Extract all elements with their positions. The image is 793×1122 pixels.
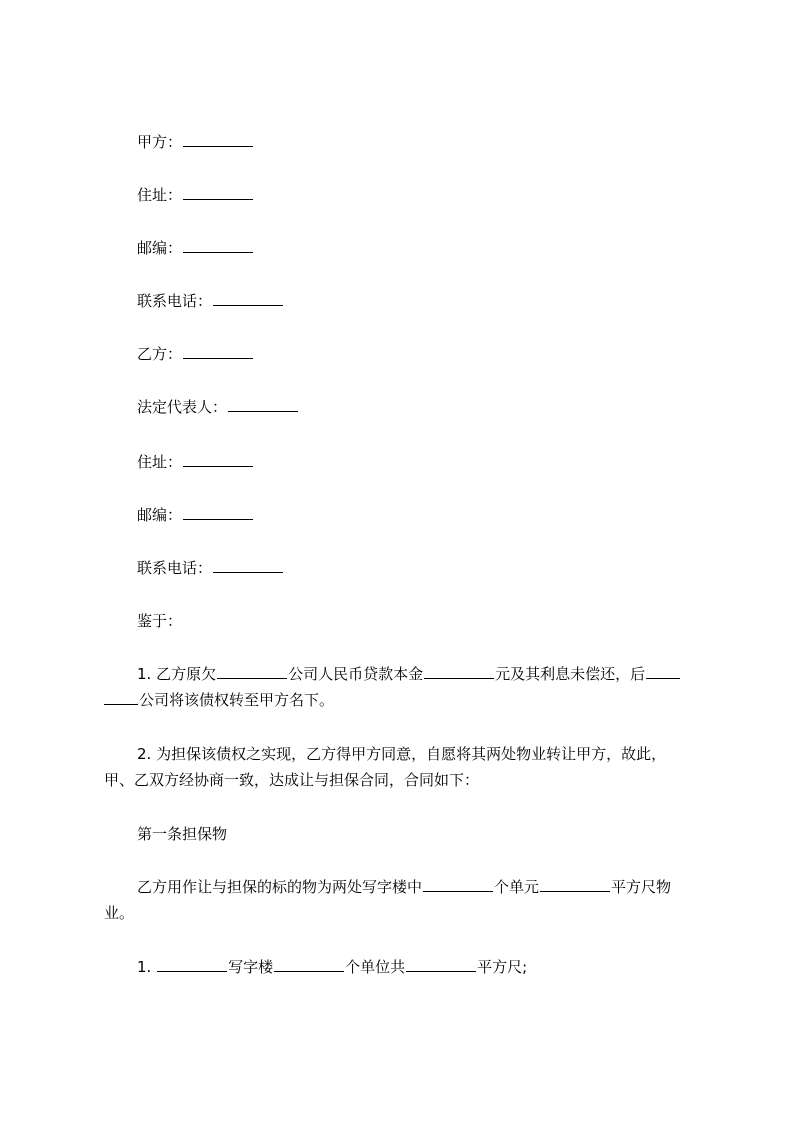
article-1-item-1-building-blank[interactable] [157,956,227,972]
article-1-item-1-text-c: 平方尺; [477,958,528,976]
recital-1-text-c: 元及其利息未偿还，后 [495,665,646,683]
party-b-legal-rep-blank[interactable] [228,396,298,412]
article-1-title: 第一条担保物 [137,825,228,843]
recital-1-transferor-blank-b[interactable] [104,689,138,705]
party-a-address-blank[interactable] [183,184,253,200]
party-a-address-label: 住址： [137,186,183,204]
party-a-phone-line [137,288,737,314]
article-1-text-c: 平方尺物 [611,878,672,896]
article-1-item-1-text-a: 写字楼 [228,958,274,976]
party-b-postcode-line [137,502,737,528]
party-a-phone-blank[interactable] [213,290,283,306]
article-1-item-1-number: 1. [137,958,157,976]
party-a-address-line [137,182,737,208]
article-1-text-d: 业。 [104,904,135,922]
article-1-item-1-units-blank[interactable] [274,956,344,972]
party-b-legal-rep-line [137,394,737,420]
party-a-postcode-line [137,235,737,261]
recital-1-amount-blank[interactable] [424,663,494,679]
party-b-postcode-label: 邮编： [137,506,183,524]
recital-1-text-b: 公司人民币贷款本金 [288,665,424,683]
party-a-name-label: 甲方： [137,133,183,151]
recital-1-text-d: 公司将该债权转至甲方名下。 [139,691,335,709]
party-a-postcode-label: 邮编： [137,239,183,257]
party-b-name-blank[interactable] [183,343,253,359]
article-1-item-1-area-blank[interactable] [406,956,476,972]
article-1-text-a: 乙方用作让与担保的标的物为两处写字楼中 [137,878,423,896]
recitals-heading: 鉴于： [137,612,183,630]
recital-item-1 [104,661,704,713]
article-1-item-1-text-b: 个单位共 [345,958,406,976]
party-a-name-blank[interactable] [183,131,253,147]
recital-2-line-1: 2. 为担保该债权之实现，乙方得甲方同意，自愿将其两处物业转让甲方，故此， [137,745,667,763]
party-b-phone-blank[interactable] [213,557,283,573]
party-b-address-label: 住址： [137,453,183,471]
party-b-phone-label: 联系电话： [137,559,213,577]
article-1-area-blank[interactable] [540,876,610,892]
party-b-address-blank[interactable] [183,451,253,467]
party-a-name-line [137,129,737,155]
party-b-legal-rep-label: 法定代表人： [137,398,228,416]
party-a-postcode-blank[interactable] [183,237,253,253]
party-b-name-label: 乙方： [137,345,183,363]
recital-item-2 [104,741,704,793]
recital-1-text-a: 1. 乙方原欠 [137,665,217,683]
party-b-address-line [137,449,737,475]
article-1-item-1 [137,954,737,980]
article-1-units-blank[interactable] [423,876,493,892]
recital-1-transferor-blank-a[interactable] [646,663,680,679]
party-a-phone-label: 联系电话： [137,292,213,310]
article-1-text-b: 个单元 [494,878,540,896]
party-b-phone-line [137,555,737,581]
article-1-body [104,874,704,926]
recital-2-line-2: 甲、乙双方经协商一致，达成让与担保合同，合同如下： [104,771,480,789]
party-b-postcode-blank[interactable] [183,504,253,520]
party-b-name-line [137,341,737,367]
recital-1-creditor-blank[interactable] [217,663,287,679]
